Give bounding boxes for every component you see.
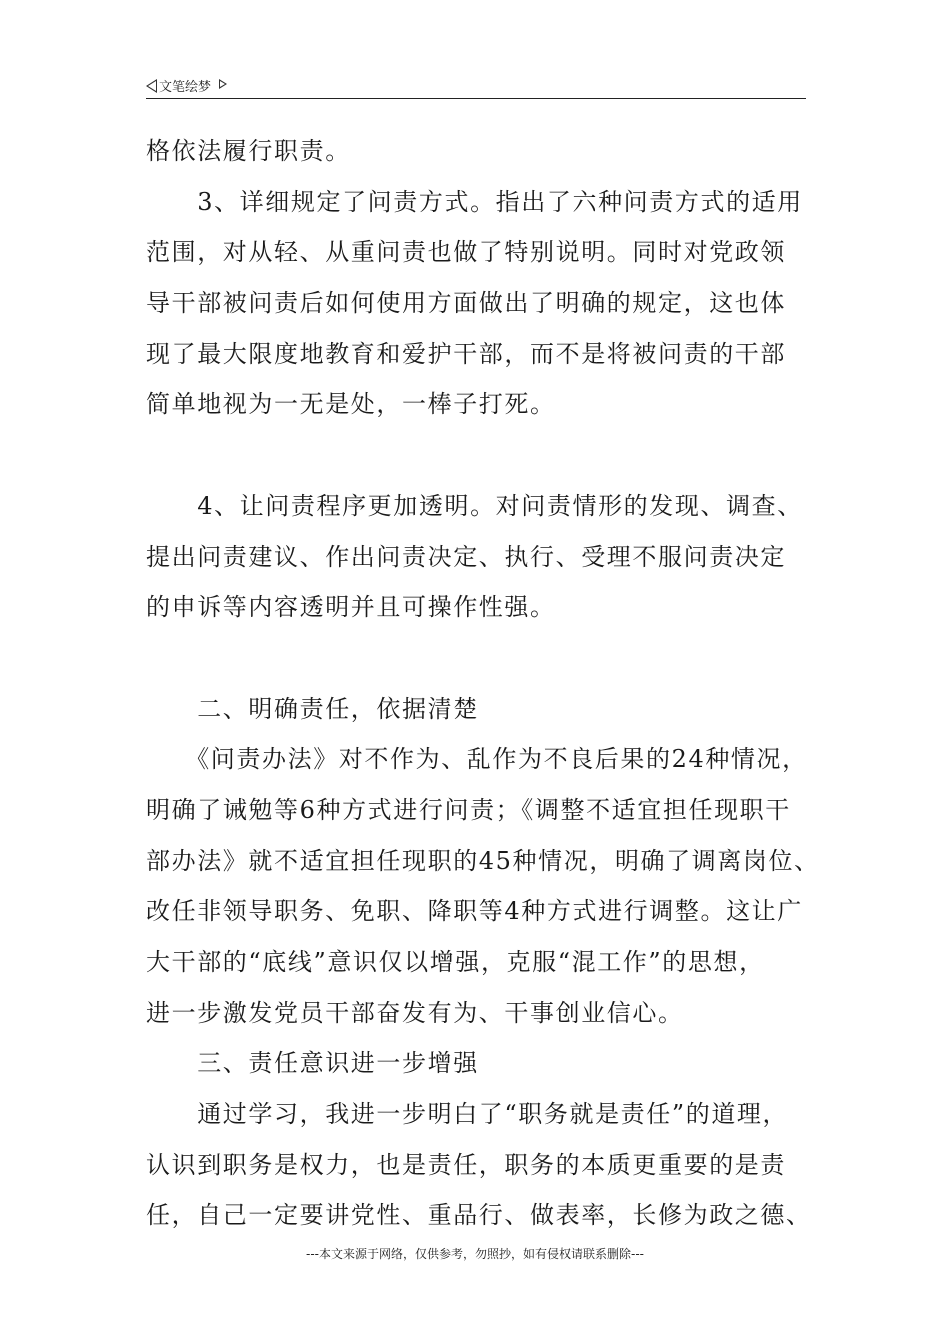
text-line: 《问责办法》对不作为、乱作为不良后果的24种情况，	[146, 745, 808, 774]
text-line: 现了最大限度地教育和爱护干部，而不是将被问责的干部	[146, 339, 786, 368]
text-line: 简单地视为一无是处，一棒子打死。	[146, 390, 556, 419]
text-line: 范围，对从轻、从重问责也做了特别说明。同时对党政领	[146, 238, 786, 267]
text-line: 导干部被问责后如何使用方面做出了明确的规定，这也体	[146, 289, 786, 318]
text-line: 3、详细规定了问责方式。指出了六种问责方式的适用	[146, 187, 803, 216]
text-line: 的申诉等内容透明并且可操作性强。	[146, 593, 556, 622]
text-line: 三、责任意识进一步增强	[146, 1049, 479, 1078]
blank-line	[146, 633, 810, 684]
text-line: 格依法履行职责。	[146, 137, 351, 165]
triangle-left-icon	[146, 79, 157, 93]
triangle-right-icon	[219, 79, 227, 89]
page-header	[146, 74, 806, 99]
text-line: 进一步激发党员干部奋发有为、干事创业信心。	[146, 998, 684, 1027]
text-line: 二、明确责任，依据清楚	[146, 694, 479, 723]
text-line: 4、让问责程序更加透明。对问责情形的发现、调查、	[146, 491, 803, 520]
document-body	[146, 126, 820, 1241]
text-line: 通过学习，我进一步明白了“职务就是责任”的道理，	[146, 1100, 789, 1129]
text-line: 认识到职务是权力，也是责任，职务的本质更重要的是责	[146, 1150, 786, 1179]
blank-line	[146, 430, 810, 481]
brand-name: 文笔绘梦	[159, 80, 212, 95]
header-brand	[146, 76, 227, 95]
text-line: 改任非领导职务、免职、降职等4种方式进行调整。这让广	[146, 897, 803, 926]
text-line: 部办法》就不适宜担任现职的45种情况，明确了调离岗位、	[146, 846, 820, 875]
text-line: 大干部的“底线”意识仅以增强，克服“混工作”的思想，	[146, 948, 765, 976]
text-line: 提出问责建议、作出问责决定、执行、受理不服问责决定	[146, 542, 786, 571]
text-line: 任，自己一定要讲党性、重品行、做表率，长修为政之德、	[146, 1201, 812, 1230]
footer-notice: ---本文来源于网络，仅供参考，勿照抄，如有侵权请联系删除---	[306, 1247, 644, 1261]
text-line: 明确了诫勉等6种方式进行问责；《调整不适宜担任现职干	[146, 795, 791, 824]
